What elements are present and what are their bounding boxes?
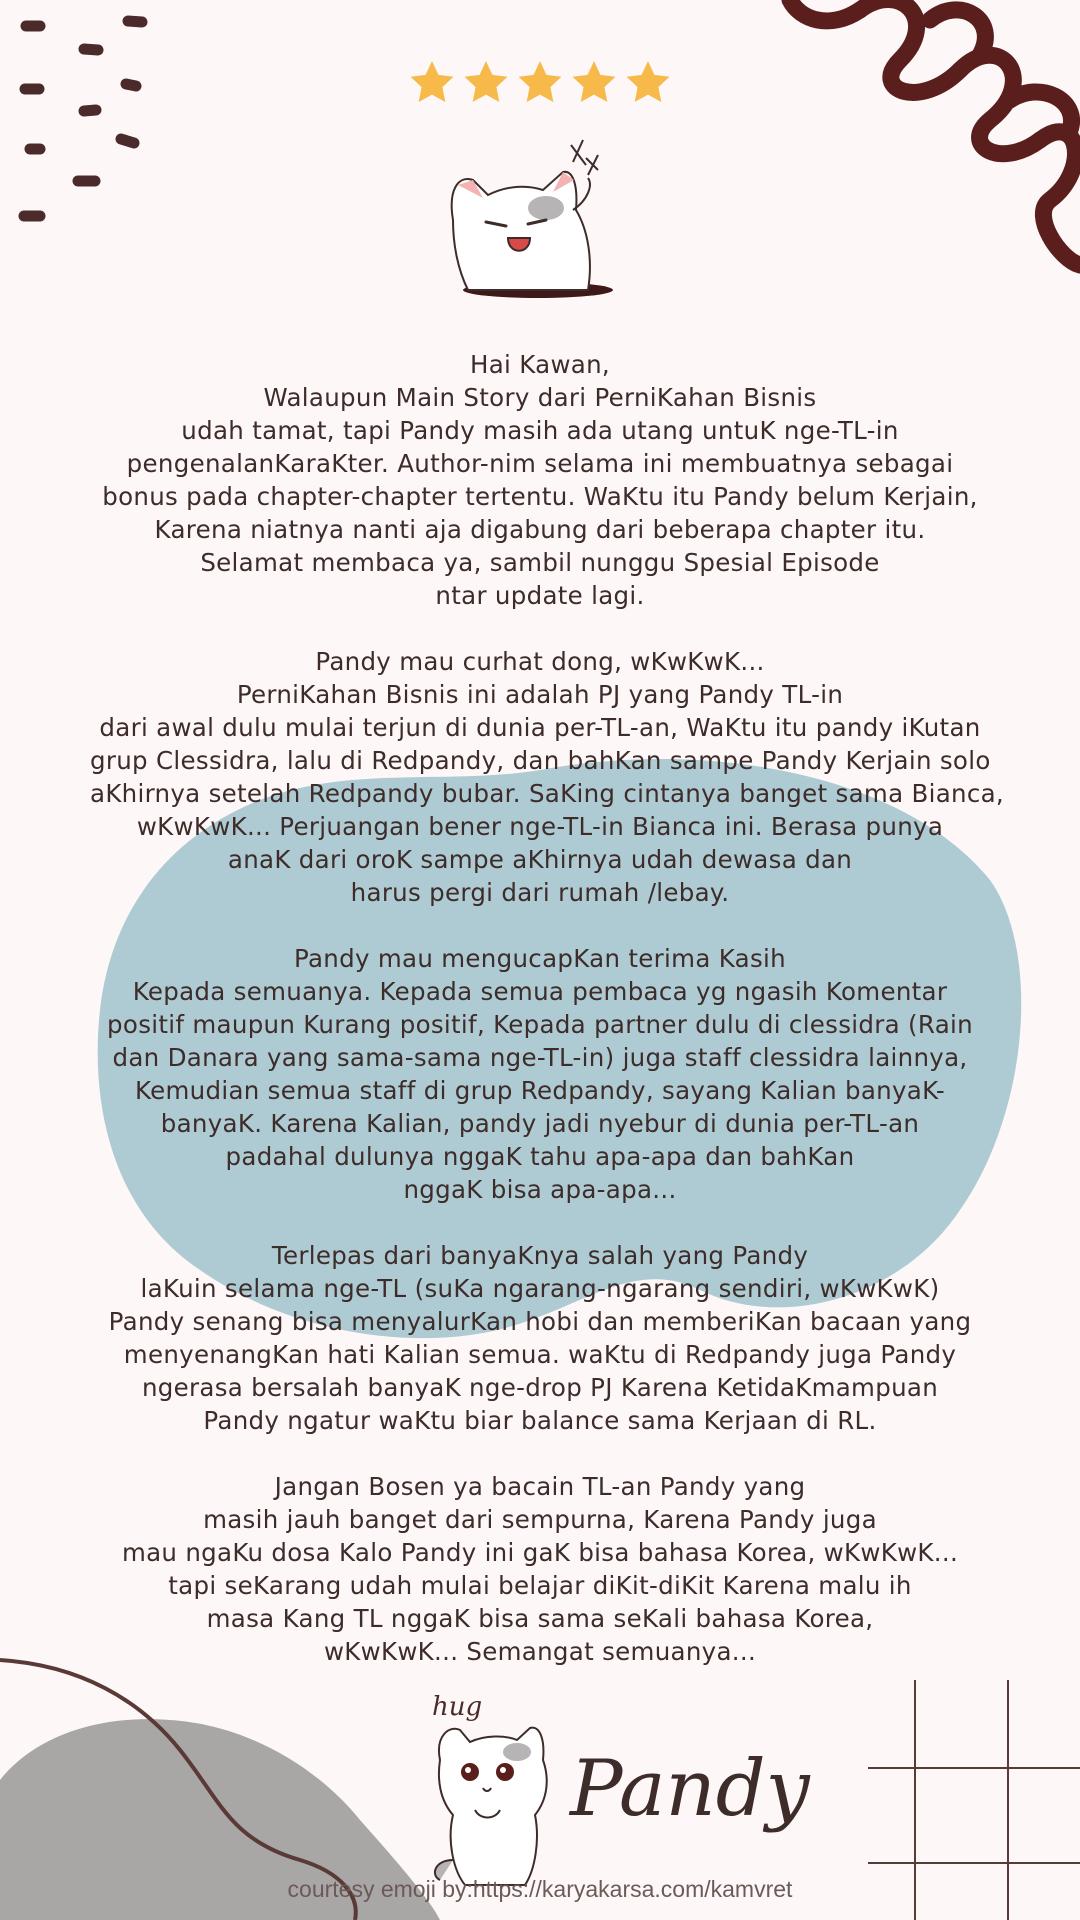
text-line: Selamat membaca ya, sambil nunggu Spesial Episode bbox=[200, 548, 880, 577]
text-line: masa Kang TL nggaK bisa sama seKali bahasa Korea, bbox=[206, 1604, 874, 1633]
text-line: Pandy senang bisa menyalurKan hobi dan memberiKan bacaan yang bbox=[108, 1307, 972, 1336]
text-line: menyenangKan hati Kalian semua. waKtu di Redpandy juga Pandy bbox=[123, 1340, 957, 1369]
text-line: bonus pada chapter-chapter tertentu. WaKtu itu Pandy belum Kerjain, bbox=[102, 482, 978, 511]
text-line: nggaK bisa apa-apa... bbox=[403, 1175, 677, 1204]
text-line: PerniKahan Bisnis ini adalah PJ yang Pandy TL-in bbox=[236, 680, 844, 709]
signature-text: Pandy bbox=[570, 1744, 810, 1834]
text-line: Pandy mau curhat dong, wKwKwK... bbox=[315, 647, 765, 676]
credit-text: courtesy emoji by:https://karyakarsa.com/kamvret bbox=[287, 1876, 793, 1902]
paragraph bbox=[90, 645, 1005, 909]
hug-label: hug bbox=[432, 1692, 483, 1722]
coil-decoration bbox=[790, 0, 1080, 265]
star-icon bbox=[461, 58, 511, 108]
text-line: dan Danara yang sama-sama nge-TL-in) juga staff clessidra lainnya, bbox=[112, 1043, 968, 1072]
text-line: harus pergi dari rumah /lebay. bbox=[350, 878, 730, 907]
text-line: ngerasa bersalah banyaK nge-drop PJ Karena KetidaKmampuan bbox=[141, 1373, 939, 1402]
text-line: positif maupun Kurang positif, Kepada partner dulu di clessidra (Rain bbox=[107, 1010, 973, 1039]
text-line: dari awal dulu mulai terjun di dunia per-TL-an, WaKtu itu pandy iKutan bbox=[99, 713, 981, 742]
text-line: pengenalanKaraKter. Author-nim selama ini membuatnya sebagai bbox=[126, 449, 954, 478]
text-line: masih jauh banget dari sempurna, Karena Pandy juga bbox=[203, 1505, 877, 1534]
message-text bbox=[90, 348, 1005, 1701]
paragraph bbox=[90, 348, 990, 612]
paragraph bbox=[90, 1239, 990, 1437]
star-icon bbox=[569, 58, 619, 108]
text-line: laKuin selama nge-TL (suKa ngarang-ngarang sendiri, wKwKwK) bbox=[140, 1274, 940, 1303]
text-line: banyaK. Karena Kalian, pandy jadi nyebur di dunia per-TL-an bbox=[160, 1109, 920, 1138]
paragraph bbox=[90, 1470, 990, 1668]
text-line: Terlepas dari banyaKnya salah yang Pandy bbox=[271, 1241, 809, 1270]
text-line: Walaupun Main Story dari PerniKahan Bisnis bbox=[263, 383, 817, 412]
text-line: grup Clessidra, lalu di Redpandy, dan bahKan sampe Pandy Kerjain solo bbox=[90, 746, 991, 775]
text-line: ntar update lagi. bbox=[435, 581, 645, 610]
text-line: wKwKwK... Perjuangan bener nge-TL-in Bianca ini. Berasa punya bbox=[136, 812, 944, 841]
rating-stars bbox=[0, 58, 1080, 112]
text-line: Hai Kawan, bbox=[469, 350, 611, 379]
text-line: wKwKwK... Semangat semuanya... bbox=[323, 1637, 757, 1666]
text-line: Kemudian semua staff di grup Redpandy, sayang Kalian banyaK- bbox=[134, 1076, 946, 1105]
dash-pattern bbox=[24, 21, 142, 216]
star-icon bbox=[407, 58, 457, 108]
text-line: Jangan Bosen ya bacain TL-an Pandy yang bbox=[274, 1472, 806, 1501]
hugging-cat-icon bbox=[425, 1700, 555, 1890]
text-line: padahal dulunya nggaK tahu apa-apa dan bahKan bbox=[225, 1142, 855, 1171]
text-line: aKhirnya setelah Redpandy bubar. SaKing cintanya banget sama Bianca, bbox=[90, 779, 1005, 808]
text-line: mau ngaKu dosa Kalo Pandy ini gaK bisa bahasa Korea, wKwKwK... bbox=[121, 1538, 959, 1567]
star-icon bbox=[623, 58, 673, 108]
paragraph bbox=[90, 942, 990, 1206]
text-line: udah tamat, tapi Pandy masih ada utang untuK nge-TL-in bbox=[181, 416, 899, 445]
text-line: anaK dari oroK sampe aKhirnya udah dewasa dan bbox=[227, 845, 853, 874]
text-line: tapi seKarang udah mulai belajar diKit-diKit Karena malu ih bbox=[168, 1571, 912, 1600]
text-line: Pandy ngatur waKtu biar balance sama Kerjaan di RL. bbox=[203, 1406, 877, 1435]
text-line: Pandy mau mengucapKan terima Kasih bbox=[294, 944, 786, 973]
text-line: Karena niatnya nanti aja digabung dari beberapa chapter itu. bbox=[154, 515, 926, 544]
star-icon bbox=[515, 58, 565, 108]
text-line: Kepada semuanya. Kepada semua pembaca yg ngasih Komentar bbox=[132, 977, 948, 1006]
waving-cat-icon bbox=[428, 140, 628, 310]
signature bbox=[570, 1695, 810, 1875]
